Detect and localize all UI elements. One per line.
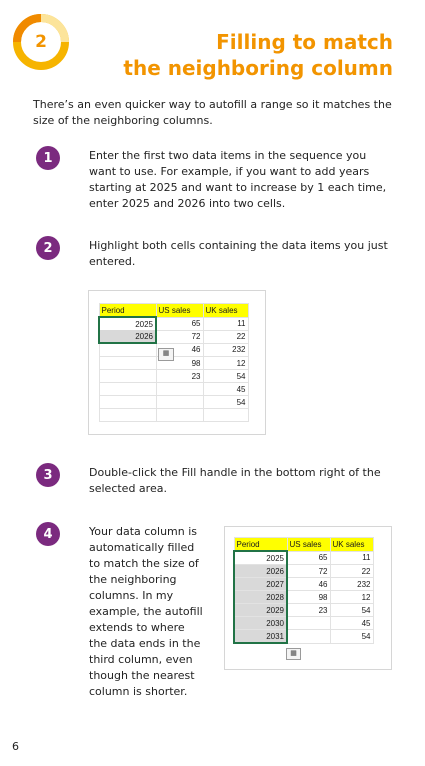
step-4-number: 4	[36, 522, 60, 546]
table-row	[234, 604, 373, 617]
table-cell: 54	[203, 370, 248, 383]
step-4-text: Your data column is automatically filled to match the size of the neighboring columns. In my example, the autofill extends to where the data ends in the third column, even though the nearest column is shorter.	[89, 525, 203, 698]
table-cell	[99, 357, 156, 370]
table-cell[interactable]: 2031	[234, 630, 287, 644]
table-cell[interactable]: 2027	[234, 578, 287, 591]
page-title	[123, 29, 393, 81]
step-3-number: 3	[36, 463, 60, 487]
table-cell: 12	[330, 591, 373, 604]
table-row	[99, 396, 248, 409]
table-cell: 65	[156, 317, 203, 330]
table-cell: 232	[330, 578, 373, 591]
table-row	[99, 383, 248, 396]
table-row	[99, 370, 248, 383]
table-row	[234, 578, 373, 591]
table-cell[interactable]: 2026	[99, 330, 156, 343]
spreadsheet-1-header-row	[99, 304, 248, 318]
spreadsheet-example-2	[224, 526, 392, 670]
table-cell	[99, 396, 156, 409]
header-cell: UK sales	[330, 538, 373, 552]
table-cell: 45	[330, 617, 373, 630]
table-cell: 23	[287, 604, 330, 617]
table-cell	[287, 617, 330, 630]
table-cell: 12	[203, 357, 248, 370]
table-row	[99, 317, 248, 330]
table-cell: 22	[330, 565, 373, 578]
table-cell	[99, 383, 156, 396]
table-cell[interactable]: 2030	[234, 617, 287, 630]
step-1-text: Enter the first two data items in the sequence you want to use. For example, if you want to add years starting at 2025 and want to increase by 1 each time, enter 2025 and 2026 into two cells.	[89, 149, 387, 210]
table-cell: 54	[330, 604, 373, 617]
table-cell: 65	[287, 551, 330, 565]
spreadsheet-example-1	[88, 290, 266, 435]
table-cell: 98	[287, 591, 330, 604]
table-row	[99, 409, 248, 422]
step-2-number: 2	[36, 236, 60, 260]
table-cell	[287, 630, 330, 644]
autofill-options-icon[interactable]: ▦	[286, 648, 301, 660]
step-2-text: Highlight both cells containing the data items you just entered.	[89, 239, 388, 268]
autofill-options-icon[interactable]: ▦	[158, 348, 174, 361]
spreadsheet-2-table	[233, 537, 374, 644]
header-cell: UK sales	[203, 304, 248, 318]
header-cell: Period	[99, 304, 156, 318]
header-cell: US sales	[156, 304, 203, 318]
table-cell[interactable]: 2025	[234, 551, 287, 565]
table-cell	[156, 396, 203, 409]
table-cell	[156, 383, 203, 396]
header-cell: Period	[234, 538, 287, 552]
table-row	[234, 591, 373, 604]
header-cell: US sales	[287, 538, 330, 552]
table-cell: 22	[203, 330, 248, 343]
chapter-number: 2	[35, 32, 47, 52]
table-cell: 72	[156, 330, 203, 343]
page-number: 6	[12, 740, 19, 753]
intro-paragraph: There’s an even quicker way to autofill a range so it matches the size of the neighboring columns.	[33, 98, 392, 127]
table-row	[234, 617, 373, 630]
table-cell: 54	[330, 630, 373, 644]
table-cell	[99, 370, 156, 383]
table-cell: 46	[287, 578, 330, 591]
table-row	[234, 630, 373, 644]
table-cell: 54	[203, 396, 248, 409]
table-cell[interactable]: 2028	[234, 591, 287, 604]
table-row	[99, 330, 248, 343]
table-cell: 46	[156, 343, 203, 357]
table-cell[interactable]: 2026	[234, 565, 287, 578]
table-cell: 23	[156, 370, 203, 383]
table-row	[234, 565, 373, 578]
page-title-line2: the neighboring column	[123, 56, 393, 80]
table-cell[interactable]: 2029	[234, 604, 287, 617]
table-row	[234, 551, 373, 565]
table-cell[interactable]: 2025	[99, 317, 156, 330]
table-cell: 72	[287, 565, 330, 578]
step-3-text: Double-click the Fill handle in the bottom right of the selected area.	[89, 466, 381, 495]
table-cell: 11	[203, 317, 248, 330]
table-cell: 98	[156, 357, 203, 370]
page-title-line1: Filling to match	[216, 30, 393, 54]
table-cell: 232	[203, 343, 248, 357]
spreadsheet-2-header-row	[234, 538, 373, 552]
spreadsheet-1-table	[98, 303, 249, 422]
table-cell: 11	[330, 551, 373, 565]
table-cell	[99, 343, 156, 357]
step-1-number: 1	[36, 146, 60, 170]
table-cell: 45	[203, 383, 248, 396]
